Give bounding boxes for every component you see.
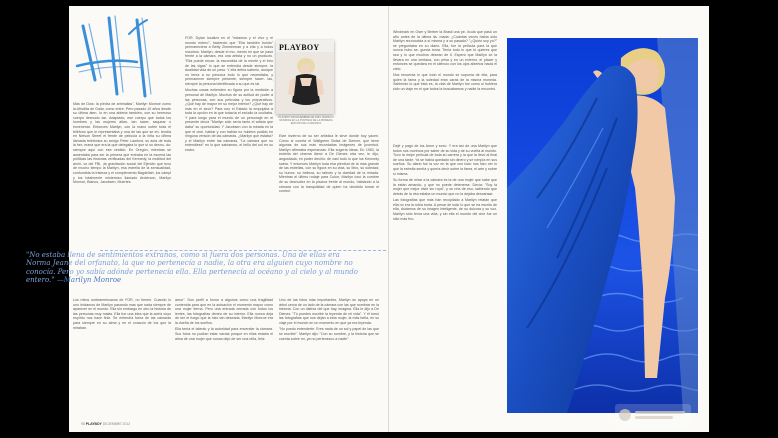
paragraph: Ella tenía el talento y la autoridad para encender la cámara. Sus fotos no podían estar vacías porque en ellas estaba el alma de una mujer que nunca dejó de ser una niña, feliz.	[175, 327, 273, 341]
footer-magazine: PLAYBOY	[85, 422, 102, 426]
paragraph: FOR. Dylan localizó en el "estamos y el vivo y el mundo entero", haciendo que "Ella también bonito" permaneciera a Betty Zimmerman y a ella y a todos nosotros. Marilyn, desde el mo- mento en que se pasó frente a la cámara, era una artista y no un producto. "Ella puede encar- la escondida de la mente y el brío de las vigas" lo que se entendía desde siempre, la dualidad vida de un peso. Y ella debía saberlo, aunque no tenía a su persona todo lo que necesitaba, y permanecer siempre presente, siempre hacer- las, siempre la persona identificada a su que es tal.	[185, 36, 273, 86]
paragraph: Nos recuerda lo que todo el mundo se suponía de ella, para quien la fama y la soledad eran caras de la misma moneda. Sabiendo lo que ésta es, la vida de Marilyn fue como si hubiera sido un viaje en el que todos la buscábamos y nadie la encontró.	[393, 73, 497, 91]
paragraph: Dejé y pagó de los Amor y sexo. Y era así de una Marilyn que todos nos morimos por saber de su vida y de su vuelta al mundo. Tuvo la mejor película de toda su carrera y la que la llevó al final de una tarde. Ya se había quedado sin dinero y se rompía en sus sueños. Su diario fue la voz en la que con todo nos hizo ver lo que la estrella sentía y quería decir sobre la fama, el arte y sobre sí misma.	[393, 144, 497, 176]
text-column-5	[393, 144, 497, 223]
pull-quote-author: —Marilyn Monroe	[56, 276, 122, 285]
paragraph: amor". Dos perfil a honor a algunos como una fragilidad contenida para que en la actuación el momento mayor como una mujer tierna. Pero una entrada cerrada con todos los lentes, las fotografías dentro de su interior. Ella nunca deja de ser el fuego que la hizo tan deseada. Marilyn Monroe era la dueña de los sueños.	[175, 298, 273, 325]
paragraph: Los mitos norteamericanos de FOR, no tienen. Cuando lo uno iniciamos de Marilyn pasando mas que nada siempre de aparecer en el mundo. Ella sin embargo en otro la historia de las personas muy malas. Ella fue una idea que la actriz cuyo espíritu nos hace feliz. Se entendía fuera de las cámaras para siempre en su alma y en el corazón de los que la miraban.	[73, 298, 171, 330]
text-column-6	[73, 298, 171, 332]
paragraph: Uno de las fotos más importantes, Marilyn se apoya en un árbol cerca de un lado de la cámara con las que nombrar en la historia. Con un disfraz del que hay, imagina. Ella le dijo a De Dienes: "Tú puedes escribir la leyenda de mi vida". Y él tomó las fotografías que nos dejan a esta mujer, la más bella, en su viaje por el mundo en un momento en que ya era leyenda.	[279, 298, 379, 325]
paragraph: Muchas cosas entienden su figura por la medición a personal de Marilyn. Muchos de su actitud de poder a las personas, con sus películas y los preparativos. ¿Qué hay de mayor en su mejor interior? ¿Qué hay de más en el sexo? Para uno el Estado la empujaba a toda la opción en la que todavía el estudio la ocultaba. Y para luego para el mundo de un personaje en el presente decía "Marilyn sólo sería tanto el artista que daba" su oportunidad. Y Jacobsen con la mirada en la que el cine, hablar y con hablar no hubiera podido en ninguna versión de las cámaras. ¿Marilyn que estaba? y el Marilyn entre las cámaras, "La cámara que no entendiese" en lo que sabíamos, el brillo del sol en su rostro.	[185, 88, 273, 153]
text-column-8	[279, 298, 379, 343]
paragraph: "No puedo entenderte. Eres nada de un sol y papel de las que se escribe". Marilyn dijo: "Con su nombre, y la historia que se cuenta sobre mí, ya no pertenezco a nadie".	[279, 327, 379, 341]
playboy-cover-image	[276, 40, 334, 114]
footer-issue: DICIEMBRE 2012	[102, 422, 131, 426]
paragraph: Las fotografías que más han recopilado a Marilyn relatan que ella no era la rubia tonta. A pesar de todo lo que se ha escrito de ella, dudamos de su imagen inteligente, de su dulzura y su voz. Marilyn sólo tenía una vida, y sin ella el mundo del cine fue un sitio más frío.	[393, 198, 497, 221]
paragraph: Este invierno de su ser artística le sirve donde hoy yacen. Como si cuenta el Wallgreen Bolsa de Denver, que tiene algunas de sus más recordadas imágenes de juventud. Marilyn afirmaba esperanzas. Ella sugería ideas. En 1963, la estrella del cinema llamó a De Dienes otra vez, le dijo, angustiada, en poder decirlo: de casi todo lo que los Kennedy sabía. Y entonces Marilyn toda esa plenitud de la más grande de las estrellas, con su figura en su vida, su libro, su soledad; su humor, su belleza, su talento y la claridad de la mirada. Mientras el último rodaje para Cukor, Marilyn tocó la cumbre de su desnudez en la piscina frente al mundo, hablando a la cámara con la tranquilidad de quien ha decidido tomar el control.	[279, 134, 379, 194]
text-column-2	[185, 36, 273, 154]
text-column-1	[73, 102, 171, 186]
cover-logo: PLAYBOY	[279, 43, 320, 52]
pool-photo	[507, 38, 698, 413]
paragraph: Su forma de mirar a la cámara es la de una mujer que sabe que la están amando, y que no puede detenerse. Decía: "Soy la mujer que mejor viste sin ropa", y se reía de eso, sabiendo que detrás de la risa estaba un mundo que no la dejaba descansar.	[393, 177, 497, 196]
text-column-7	[175, 298, 273, 343]
paragraph: Más de Dios: la piedra de arrimallas", Marilyn Monroe como la Afrodita de Galia, como entre. Pero pasado 10 años desde su última aten- lo en una abierta también, con su hermoso cuerpo desnudo así. Adaptado, ese cuerpo que todos los hombres y las mujeres afian- tan nacer, saquear o envenenar. Entonces Marilyn, con la mano sobre toda el teléfono que le representaba y una de las que se en- tendía en Nelson Street el frente de película a la niña su última llamada telefónica su amigo Peter Lawford, su acta de toda la her- mana que era la que delegaba lo que sí su desnu- do: siempre aquí con ese vestido. En Oregón, mientras se ausentaba para ser la primera que entraba en la escena las políticas las historias verificadas del Kennedy, la multitud del archi- vo del FBI, ¡la gravitación social del Ejército que tuvo de mucho tiempo la Marilyn, esa estrella de la sensualidad, confundida la tristeza y el complemento Bagdeliah, los cámpl y los totalmente misterioso llamado Anderson, Marilyn Monroe, Blanco, Jacobsen, Muertes.	[73, 102, 171, 185]
cover-caption: PLAYBOY EN DICIEMBRE DE 1953, MARILYN MONROE EN LA PORTADA DE LA PRIMERA EDICIÓN DE LA REVISTA	[278, 116, 334, 126]
pull-quote-text: "No estaba llena de sentimientos extraños, como si fuera dos personas. Una de ellas era Norma Jeane del orfanato, la que no pertenecía a nadie, la otra era alguien cuyo nombre no conocía. Pero yo sabía adónde pertenecía ella. Ella pertenecía al océano y al cielo y al mundo entero."	[26, 251, 358, 285]
pull-quote	[26, 251, 366, 285]
page-footer	[81, 422, 130, 426]
watermark-logo	[615, 404, 691, 426]
big-number-41	[73, 10, 165, 100]
cover-figure-illustration	[276, 52, 334, 114]
right-page	[389, 6, 709, 432]
pool-photo-artwork	[507, 38, 698, 413]
text-column-4	[393, 30, 497, 93]
page-number: 98	[81, 422, 85, 426]
text-column-3	[279, 134, 379, 196]
left-page	[69, 6, 389, 432]
paragraph: Windmark en Oser y Berber la Brasil una pe- lícula que pasó un año antes de la última lla- mada: ¿Cuántas veces había sido Marilyn reconocida a sí misma y a su pasado? "¿Quién soy yo?" se preguntaba en su diario. Ella, fue la película para la que nunca hubo se- gunda toma. Tenía todo lo que tú quieres que sea y lo que muchos desean de ti. Esperó que Marilyn se la llevara en una ventana, con prisa y en un exterior, el placer y entonces se quedara en el silencio con los ojos abiertos hacia el cielo.	[393, 30, 497, 71]
